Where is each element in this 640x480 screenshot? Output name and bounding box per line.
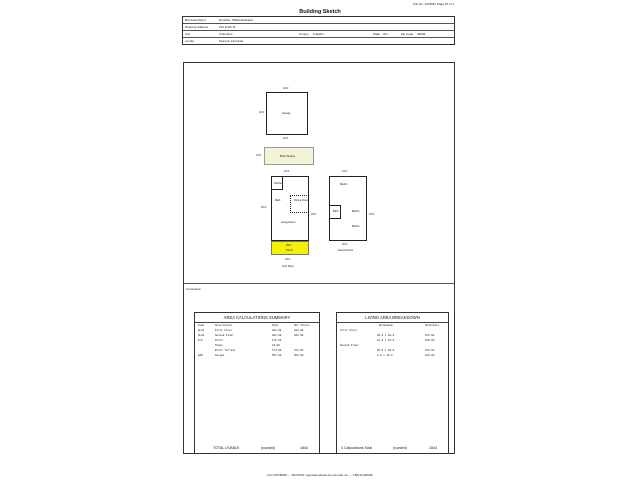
header-info-table xyxy=(182,16,455,45)
living-area-box xyxy=(336,312,449,454)
living-area-rule xyxy=(337,322,448,323)
living-cell: Second Floor xyxy=(340,344,359,347)
area-calc-title: AREA CALCULATIONS SUMMARY xyxy=(223,315,291,320)
total-livable-value: 1644 xyxy=(300,446,308,450)
comments-label: Comments: xyxy=(186,287,202,291)
porch-bottom-dim: 22.0' xyxy=(285,258,291,261)
garage xyxy=(266,92,308,135)
first-floor xyxy=(271,176,309,241)
calc-col-code: Code xyxy=(198,324,205,327)
garage-bottom-dim: 24.0' xyxy=(283,137,289,140)
zip-label: Zip Code xyxy=(401,32,414,36)
calc-cell: 552.00 xyxy=(294,354,304,357)
calc-cell: 176.00 xyxy=(272,339,282,342)
sf-room-bedrm-3: Bedrm xyxy=(352,225,360,228)
calc-cell: Brick Terrace xyxy=(215,349,236,352)
living-col-subtotals: Subtotals xyxy=(425,324,440,327)
living-cell: 26.0 x 26.0 xyxy=(377,349,395,352)
calc-cell: 822.00 xyxy=(294,329,304,332)
total-livable-note: (rounded) xyxy=(261,446,275,450)
county-label: County xyxy=(299,32,309,36)
second-floor-label: Second Floor xyxy=(338,249,354,252)
living-total-label: 4 Calculations Total xyxy=(341,446,373,450)
address-label: Property Address xyxy=(185,25,209,29)
page-title: Building Sketch xyxy=(299,9,341,15)
living-col-breakdown: Breakdown xyxy=(379,324,394,327)
calc-cell: 174.00 xyxy=(272,349,282,352)
calc-cell: 822.00 xyxy=(272,329,282,332)
area-calc-rule xyxy=(195,322,319,323)
garage-top-dim: 24.0' xyxy=(283,87,289,90)
garage-side-dim: 22.0' xyxy=(259,111,265,114)
calc-cell: Stoop xyxy=(215,344,223,347)
terrace-label: Brick Terrace xyxy=(280,155,296,158)
sf-right-dim: 20.0' xyxy=(369,213,375,216)
sf-top-dim: 16.0' xyxy=(342,170,348,173)
page-footer: Form SKT.BldSkt — "WinTOTAL" appraisal software by a la mode, inc. — 1-800-ALAMODE xyxy=(267,474,373,477)
living-cell: 10.0 x 15.0 xyxy=(377,339,395,342)
living-total-value: 1644 xyxy=(429,446,437,450)
living-cell: 676.00 xyxy=(425,349,435,352)
city-value: Columbus xyxy=(219,32,233,36)
file-number: File No. 1234567 Page #1 of 1 xyxy=(413,2,454,6)
calc-col-size: Size xyxy=(272,324,279,327)
state-label: State xyxy=(373,32,381,36)
terrace-side-dim: 12.0' xyxy=(256,154,262,157)
calc-cell: 822.00 xyxy=(294,334,304,337)
living-area-title: LIVING AREA BREAKDOWN xyxy=(365,315,420,320)
borrower-row xyxy=(183,17,454,24)
living-cell: 672.00 xyxy=(425,334,435,337)
dining-room xyxy=(290,195,309,213)
sf-room-bedrm-2: Bedrm xyxy=(352,210,360,213)
garage-label: Garage xyxy=(282,112,291,115)
ff-right-dim: 26.0' xyxy=(311,213,317,216)
county-value: Franklin xyxy=(313,32,324,36)
calc-cell: Garage xyxy=(215,354,225,357)
calc-cell: GAR xyxy=(198,354,203,357)
calc-cell: GLA2 xyxy=(198,334,205,337)
living-cell: 150.00 xyxy=(425,339,435,342)
calc-col-desc: Description xyxy=(215,324,233,327)
ff-side-dim: 30.0' xyxy=(261,206,267,209)
calc-cell: P/P xyxy=(198,339,203,342)
second-floor xyxy=(329,176,367,241)
sketch-page xyxy=(183,62,455,454)
ff-room-kitchen: Kitchen xyxy=(274,182,283,185)
calc-cell: 822.00 xyxy=(272,334,282,337)
total-livable-label: TOTAL LIVABLE xyxy=(213,446,240,450)
sf-bottom-dim: 26.0' xyxy=(342,243,348,246)
lender-label: Lender xyxy=(185,39,195,43)
calc-cell: GLA1 xyxy=(198,329,205,332)
sf-room-bath: Bath xyxy=(333,210,339,213)
porch-label: Porch xyxy=(286,249,293,252)
first-floor-label: First Floor xyxy=(282,265,294,268)
calc-cell: Porch xyxy=(215,339,223,342)
living-cell: First Floor xyxy=(340,329,358,332)
address-value: 741 E 6th St xyxy=(219,25,236,29)
ff-room-living: Living Room xyxy=(281,221,296,224)
living-cell: 26.0 x 30.0 xyxy=(377,334,395,337)
calc-cell: Second Floor xyxy=(215,334,234,337)
ff-top-dim: 16.0' xyxy=(284,170,290,173)
ff-room-dining: Dining Room xyxy=(294,199,309,202)
borrower-value: Donofrio, William/Daniela xyxy=(219,18,253,22)
calc-col-net: Net Totals xyxy=(294,324,310,327)
zip-value: 43206 xyxy=(417,32,426,36)
porch-dim: 28.0' xyxy=(286,244,292,247)
calc-cell: 24.00 xyxy=(272,344,280,347)
calc-cell: 552.00 xyxy=(272,354,282,357)
address-row xyxy=(183,24,454,31)
living-total-note: (rounded) xyxy=(393,446,407,450)
state-value: OH xyxy=(383,32,388,36)
sketch-area xyxy=(184,63,454,284)
calc-cell: 374.00 xyxy=(294,349,304,352)
sf-room-bedrm-1: Bedrm xyxy=(340,183,348,186)
borrower-label: Borrower/Client xyxy=(185,18,206,22)
ff-room-bath: Bath xyxy=(275,199,281,202)
city-row xyxy=(183,31,454,38)
city-label: City xyxy=(185,32,191,36)
calc-cell: First Floor xyxy=(215,329,233,332)
area-calculations-box xyxy=(194,312,320,454)
living-cell: 9.0 x 16.0 xyxy=(377,354,393,357)
lender-row xyxy=(183,38,454,45)
living-cell: 146.00 xyxy=(425,354,435,357)
lender-value: Pearson Financial xyxy=(219,39,244,43)
brick-terrace xyxy=(264,147,314,165)
porch xyxy=(271,241,309,255)
